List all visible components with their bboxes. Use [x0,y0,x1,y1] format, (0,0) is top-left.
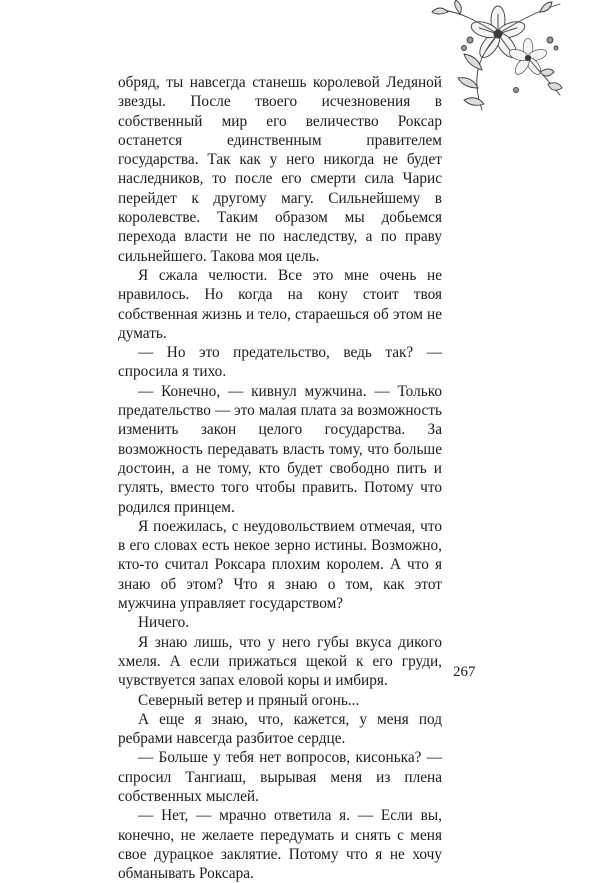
page-number: 267 [453,664,476,680]
paragraph: обряд, ты навсегда станешь королевой Ледяной звезды. После твоего исчезновения в собственный мир его величество Роксар останется единственным правителем государства. Так как у него никогда не будет наследников, то после его смерти сила Чарис перейдет к другому магу. Сильнейшему в королевстве. Таким образом мы добьемся перехода власти не по наследству, а по праву сильнейшего. Такова моя цель. [118,74,442,265]
paragraph: Северный ветер и пряный огонь... [138,691,360,709]
paragraph: — Конечно, — кивнул мужчина. — Только предательство — это малая плата за возможность изменить закон целого государства. За возможность передавать власть тому, что больше достоин, а не тому, кто будет свободно пить и гулять, вместо того чтобы править. Потому что родился принцем. [118,382,442,516]
paragraph: — Нет, — мрачно ответила я. — Если вы, конечно, не желаете передумать и снять с меня свое дурацкое заклятие. Потому что я не хочу обманывать Роксара. [118,807,442,883]
paragraph: — Больше у тебя нет вопросов, кисонька? — спросил Тангиаш, вырывая меня из плена собственных мыслей. [118,749,442,805]
paragraph: Ничего. [138,614,190,632]
paragraph: Я поежилась, с неудовольствием отмечая, что в его словах есть некое зерно истины. Возможно, кто-то считал Роксара плохим королем. А что я знаю об этом? Что я знаю о том, как этот мужчина управляет государством? [118,517,442,613]
paragraph: Я знаю лишь, что у него губы вкуса дикого хмеля. А если прижаться щекой к его груди, чувствуется запах еловой коры и имбиря. [118,633,442,690]
paragraph: — Но это предательство, ведь так? — спросила я тихо. [118,344,442,381]
body-text [118,73,442,883]
paragraph: А еще я знаю, что, кажется, у меня под ребрами навсегда разбитое сердце. [118,710,442,748]
paragraph: Я сжала челюсти. Все это мне очень не нравилось. Но когда на кону стоит твоя собственная жизнь и тело, стараешься об этом не думать. [118,266,442,342]
